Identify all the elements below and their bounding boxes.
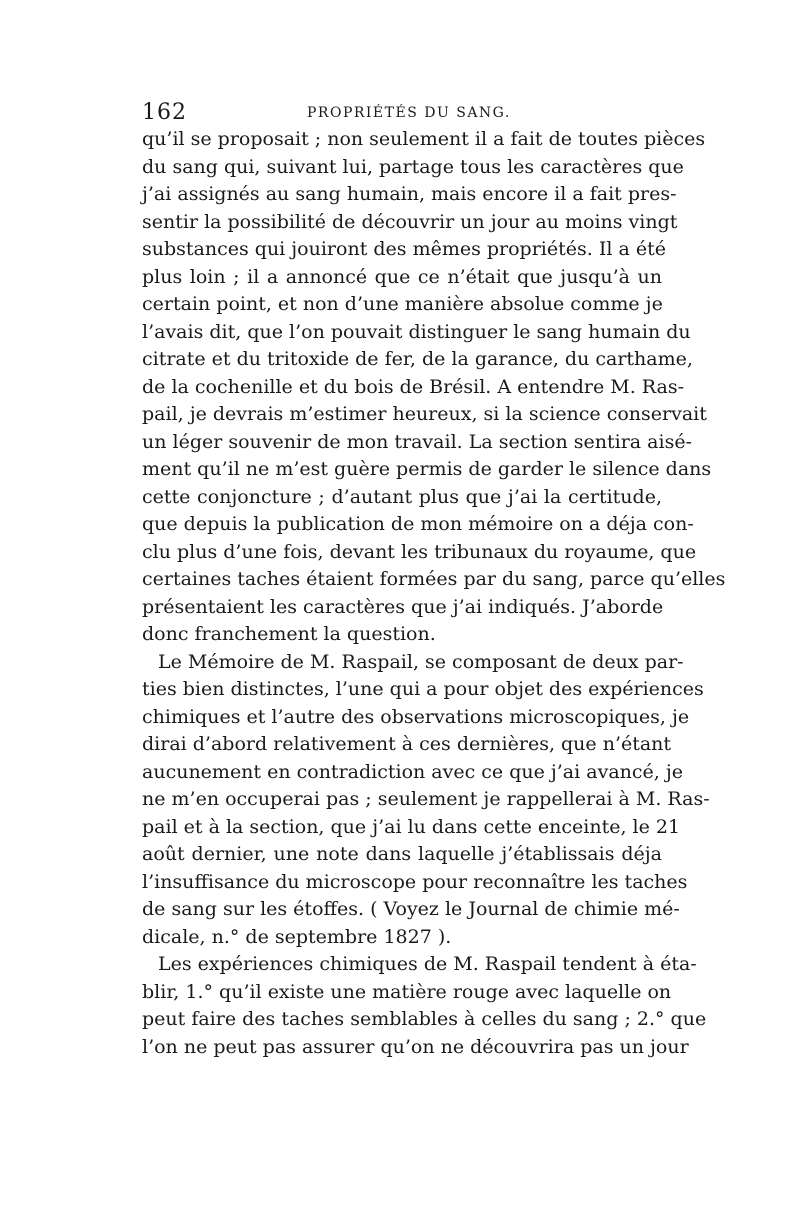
text-line: certaines taches étaient formées par du sang, parce qu’elles	[142, 568, 726, 590]
text-line: pail et à la section, que j’ai lu dans cette enceinte, le 21	[142, 815, 681, 838]
text-line: de la cochenille et du bois de Brésil. A entendre M. Ras-	[142, 375, 685, 398]
text-line: chimiques et l’autre des observations microscopiques, je	[142, 705, 690, 728]
text-line: peut faire des taches semblables à celles du sang ; 2.° que	[142, 1008, 707, 1030]
text-line: l’insuffisance du microscope pour reconnaître les taches	[142, 870, 688, 893]
running-head: PROPRIÉTÉS DU SANG.	[307, 105, 511, 121]
text-line: sentir la possibilité de découvrir un jour au moins vingt	[142, 210, 678, 233]
text-line: du sang qui, suivant lui, partage tous les caractères que	[142, 155, 684, 178]
text-line: l’on ne peut pas assurer qu’on ne découvrira pas un jour	[142, 1035, 689, 1058]
text-line: dicale, n.° de septembre 1827 ).	[142, 925, 452, 948]
text-line: que depuis la publication de mon mémoire on a déja con-	[142, 513, 694, 535]
text-line: donc franchement la question.	[142, 623, 436, 645]
text-line: pail, je devrais m’estimer heureux, si la science conservait	[142, 403, 707, 425]
text-line: ment qu’il ne m’est guère permis de garder le silence dans	[142, 458, 712, 480]
text-line: ne m’en occuperai pas ; seulement je rappellerai à M. Ras-	[142, 788, 710, 810]
text-line: dirai d’abord relativement à ces dernières, que n’étant	[142, 733, 672, 755]
text-line: blir, 1.° qu’il existe une matière rouge avec laquelle on	[142, 980, 672, 1003]
text-line: ties bien distinctes, l’une qui a pour objet des expériences	[142, 678, 704, 700]
text-line: certain point, et non d’une manière absolue comme je	[142, 293, 663, 315]
page-header	[142, 100, 660, 126]
text-line: qu’il se proposait ; non seulement il a fait de toutes pièces	[142, 128, 706, 150]
text-line: clu plus d’une fois, devant les tribunaux du royaume, que	[142, 540, 697, 563]
text-line: août dernier, une note dans laquelle j’établissais déja	[142, 843, 662, 865]
text-line: cette conjoncture ; d’autant plus que j’ai la certitude,	[142, 485, 662, 508]
text-line: aucunement en contradiction avec ce que j’ai avancé, je	[142, 760, 683, 783]
body-text	[142, 126, 726, 1061]
text-line: Le Mémoire de M. Raspail, se composant de deux par-	[158, 650, 684, 673]
text-line: de sang sur les étoffes. ( Voyez le Journal de chimie mé-	[142, 898, 680, 920]
page-number: 162	[142, 100, 187, 125]
text-line: j’ai assignés au sang humain, mais encore il a fait pres-	[142, 183, 677, 205]
text-line: l’avais dit, que l’on pouvait distinguer le sang humain du	[142, 320, 691, 343]
text-line: citrate et du tritoxide de fer, de la garance, du carthame,	[142, 348, 693, 370]
text-line: un léger souvenir de mon travail. La section sentira aisé-	[142, 430, 692, 453]
text-line: Les expériences chimiques de M. Raspail tendent à éta-	[158, 953, 697, 975]
text-line: présentaient les caractères que j’ai indiqués. J’aborde	[142, 595, 664, 618]
text-line: plus loin ; il a annoncé que ce n’était que jusqu’à un	[142, 265, 662, 288]
text-line: substances qui jouiront des mêmes propriétés. Il a été	[142, 238, 666, 260]
